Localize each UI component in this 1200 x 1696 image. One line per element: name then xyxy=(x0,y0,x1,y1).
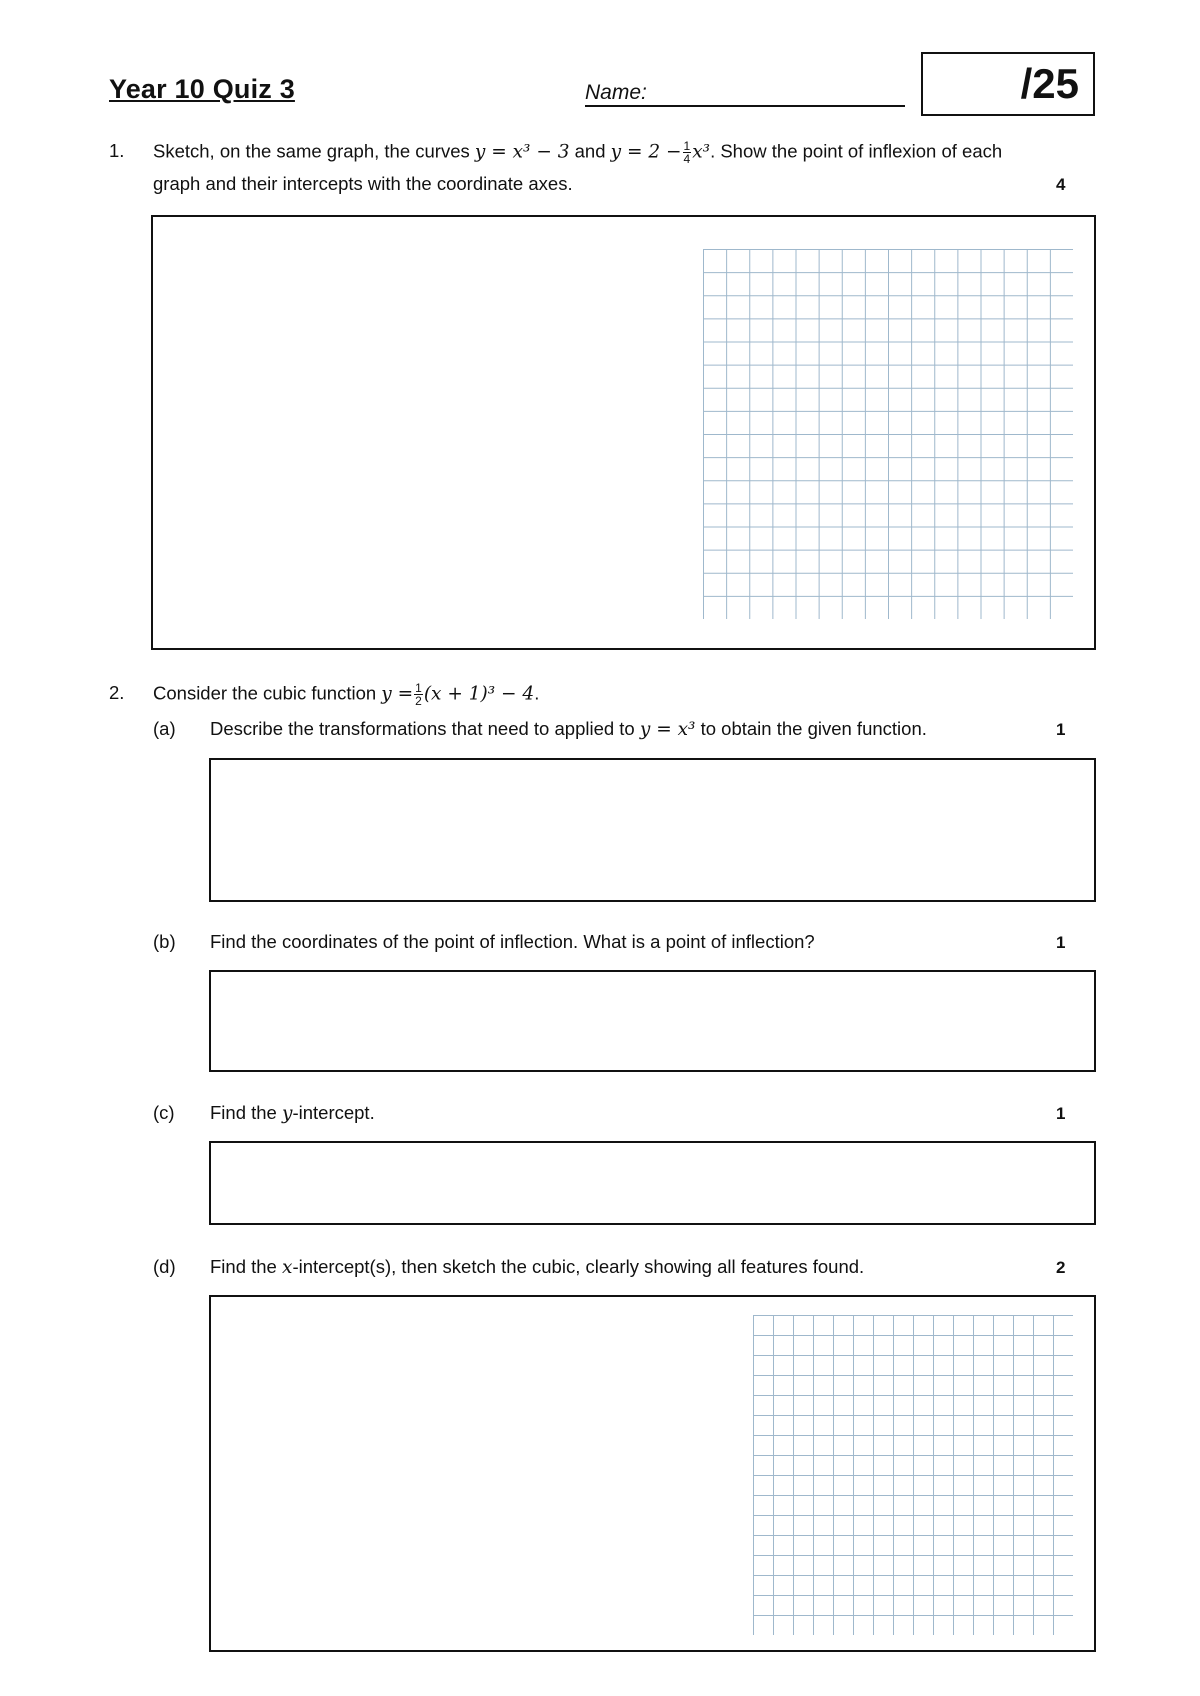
q1-equation-2-pre: y = 2 − xyxy=(610,141,682,163)
question-1-text-line1 xyxy=(153,140,1002,165)
part-c-text-post: -intercept. xyxy=(292,1102,375,1123)
question-2-number: 2. xyxy=(109,682,125,703)
question-1-text-line2: graph and their intercepts with the coordinate axes. xyxy=(153,173,573,194)
question-2-intro xyxy=(153,682,539,707)
total-score: /25 xyxy=(1020,60,1079,107)
part-a-equation: y = x³ xyxy=(639,719,696,740)
q1-fraction: $\frac{1}{4}$ xyxy=(683,139,691,166)
q1-and: and xyxy=(574,140,606,162)
part-a-text xyxy=(210,718,927,741)
question-1-answer-box[interactable] xyxy=(151,215,1096,650)
part-d-variable: x xyxy=(282,1257,293,1278)
question-1-marks: 4 xyxy=(1056,175,1066,194)
q2-intro-end: . xyxy=(534,682,540,704)
part-c-variable: y xyxy=(282,1103,293,1124)
part-b-marks: 1 xyxy=(1056,933,1066,952)
question-1-number: 1. xyxy=(109,140,125,161)
q1-equation-1: y = x³ − 3 xyxy=(474,141,570,163)
name-label: Name: xyxy=(585,81,647,104)
part-b-text: Find the coordinates of the point of inflection. What is a point of inflection? xyxy=(210,931,815,952)
part-d-text xyxy=(210,1256,864,1279)
q2-equation-pre: y = xyxy=(381,683,414,705)
part-d-text-post: -intercept(s), then sketch the cubic, clearly showing all features found. xyxy=(292,1256,865,1277)
part-d-answer-box[interactable] xyxy=(209,1295,1096,1652)
q1-equation-2-post: x³ xyxy=(692,141,711,163)
question-1-graph-grid[interactable] xyxy=(703,249,1073,619)
part-d-text-pre: Find the xyxy=(210,1256,277,1277)
part-c-marks: 1 xyxy=(1056,1104,1066,1123)
name-input-line[interactable] xyxy=(585,105,905,107)
q1-text-a: Sketch, on the same graph, the curves xyxy=(153,140,470,162)
part-a-text-post: to obtain the given function. xyxy=(700,718,927,739)
part-d-marks: 2 xyxy=(1056,1258,1066,1277)
q2-equation-post: (x + 1)³ − 4 xyxy=(423,683,535,705)
quiz-title: Year 10 Quiz 3 xyxy=(109,74,295,104)
q2-fraction: $\frac{1}{2}$ xyxy=(415,681,422,708)
part-d-label: (d) xyxy=(153,1256,176,1277)
score-box[interactable] xyxy=(921,52,1095,116)
part-c-label: (c) xyxy=(153,1102,175,1123)
part-c-answer-box[interactable] xyxy=(209,1141,1096,1225)
part-a-marks: 1 xyxy=(1056,720,1066,739)
part-b-answer-box[interactable] xyxy=(209,970,1096,1072)
q1-text-b: . Show the point of inflexion of each xyxy=(710,140,1003,162)
part-a-answer-box[interactable] xyxy=(209,758,1096,902)
part-a-text-pre: Describe the transformations that need to applied to xyxy=(210,718,635,739)
part-d-graph-grid[interactable] xyxy=(753,1315,1073,1635)
part-c-text-pre: Find the xyxy=(210,1102,277,1123)
part-b-label: (b) xyxy=(153,931,176,952)
q2-intro-text: Consider the cubic function xyxy=(153,682,377,704)
part-a-label: (a) xyxy=(153,718,176,739)
part-c-text xyxy=(210,1102,375,1125)
